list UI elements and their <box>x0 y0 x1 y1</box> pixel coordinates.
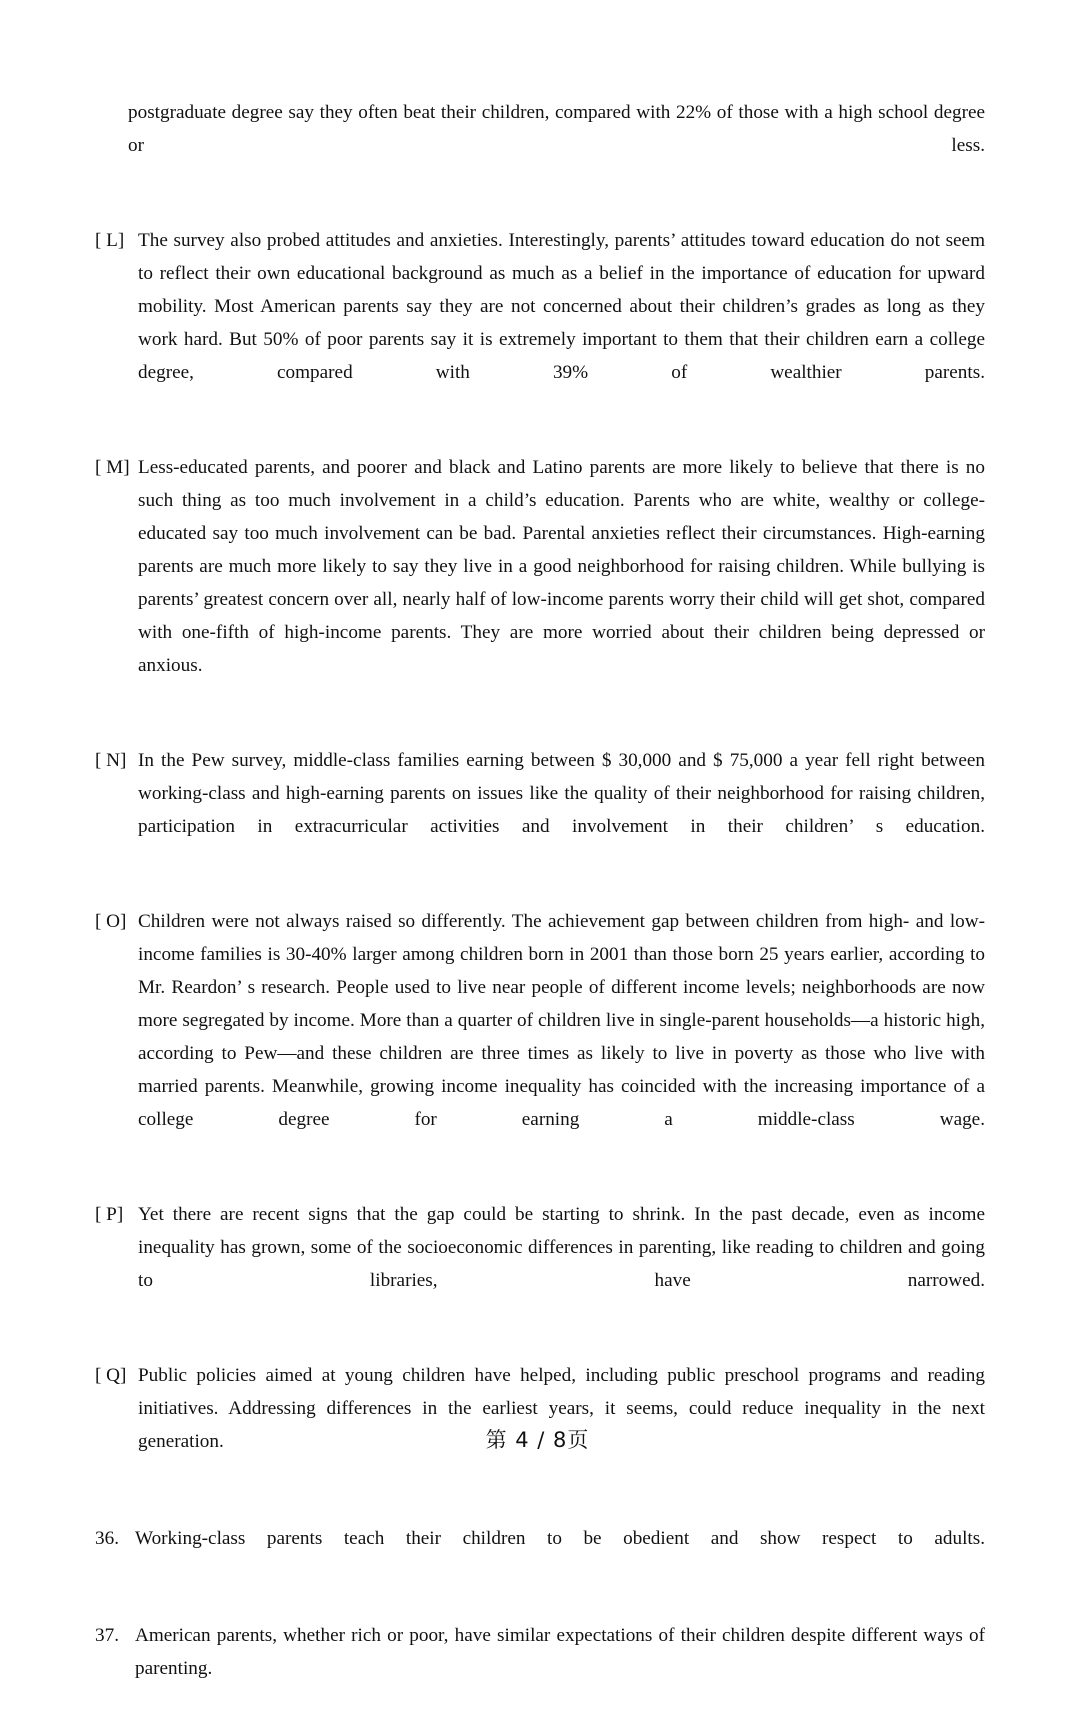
paragraph-N <box>95 744 985 876</box>
paragraph-spacer <box>95 1184 985 1198</box>
paragraph-marker-N: [ N] <box>95 750 127 771</box>
question-number-37: 37. <box>95 1625 119 1646</box>
paragraph-text: Less-educated parents, and poorer and black and Latino parents are more likely to believe that there is no such thing as too much involvement in a child’s education. Parents who are white, wealthy or college-educated say too much involvement can be bad. Parental anxieties reflect their circumstances. High-earning parents are much more likely to say they live in a good neighborhood for raising children. While bullying is parents’ greatest concern over all, nearly half of low-income parents worry their child will get shot, compared with one-fifth of high-income parents. They are more worried about their children being depressed or anxious. <box>138 457 985 676</box>
question-item-36 <box>95 1522 985 1588</box>
question-item-37 <box>95 1619 985 1718</box>
paragraph-spacer <box>95 730 985 744</box>
paragraph-marker-Q: [ Q] <box>95 1365 127 1386</box>
document-body <box>95 96 985 1733</box>
question-text: American parents, whether rich or poor, have similar expectations of their children despite different ways of parenting. <box>135 1625 985 1679</box>
paragraph-spacer <box>95 437 985 451</box>
paragraph-continuation <box>95 96 985 195</box>
paragraph-O <box>95 905 985 1169</box>
paragraph-marker-P: [ P] <box>95 1204 124 1225</box>
paragraph-text: The survey also probed attitudes and anxieties. Interestingly, parents’ attitudes toward education do not seem to reflect their own educational background as much as a belief in the importance of education for upward mobility. Most American parents say they are not concerned about their children’s grades as long as they work hard. But 50% of poor parents say it is extremely important to them that their children earn a college degree, compared with 39% of wealthier parents. <box>138 230 985 383</box>
paragraph-P <box>95 1198 985 1330</box>
question-spacer <box>95 1506 985 1522</box>
question-text: Working-class parents teach their children to be obedient and show respect to adults. <box>135 1528 985 1549</box>
paragraph-text: postgraduate degree say they often beat their children, compared with 22% of those with a high school degree or less. <box>128 102 985 156</box>
paragraph-text: Yet there are recent signs that the gap could be starting to shrink. In the past decade, even as income inequality has grown, some of the socioeconomic differences in parenting, like reading to children and going to libraries, have narrowed. <box>138 1204 985 1291</box>
question-number-36: 36. <box>95 1528 119 1549</box>
paragraph-marker-M: [ M] <box>95 457 130 478</box>
paragraph-text: In the Pew survey, middle-class families earning between $ 30,000 and $ 75,000 a year fell right between working-class and high-earning parents on issues like the quality of their neighborhood for raising children, participation in extracurricular activities and involvement in their children’ s education. <box>138 750 985 837</box>
paragraph-text: Children were not always raised so differently. The achievement gap between children from high- and low-income families is 30-40% larger among children born in 2001 than those born 25 years earlier, according to Mr. Reardon’ s research. People used to live near people of different income levels; neighborhoods are now more segregated by income. More than a quarter of children live in single-parent households—a historic high, according to Pew—and these children are three times as likely to live in poverty as those who live with married parents. Meanwhile, growing income inequality has coincided with the increasing importance of a college degree for earning a middle-class wage. <box>138 911 985 1130</box>
page-footer: 第 4 / 8页 <box>485 1428 590 1452</box>
paragraph-text: Public policies aimed at young children have helped, including public preschool programs and reading initiatives. Addressing differences in the earliest years, it seems, could reduce inequality in the next generation. <box>138 1365 985 1452</box>
paragraph-L <box>95 224 985 422</box>
paragraph-spacer <box>95 1345 985 1359</box>
paragraph-spacer <box>95 210 985 224</box>
paragraph-marker-O: [ O] <box>95 911 127 932</box>
question-spacer <box>95 1603 985 1619</box>
paragraph-marker-L: [ L] <box>95 230 125 251</box>
paragraph-M <box>95 451 985 715</box>
paragraph-spacer <box>95 891 985 905</box>
